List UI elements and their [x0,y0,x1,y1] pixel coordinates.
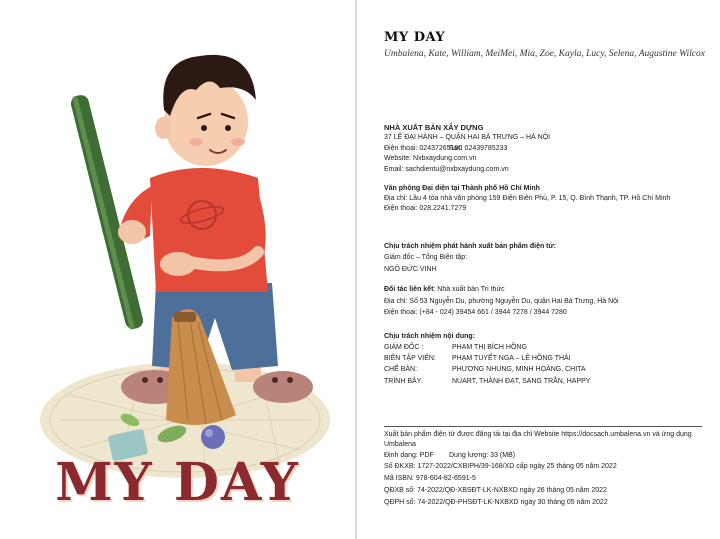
partner-phone: Điện thoại: (+84 - 024) 39454 661 / 3944 7278 / 3944 7280 [384,309,567,316]
hcm-office-address: Địa chỉ: Lầu 4 tòa nhà văn phòng 159 Điện Biên Phủ, P. 15, Q. Bình Thạnh, TP. Hồ Chí Minh [384,195,671,202]
content-name: PHẠM TUYẾT NGA – LÊ HỒNG THÁI [452,355,571,362]
content-role: GIÁM ĐỐC : [384,344,424,351]
footer-app-name: Umbalena [384,441,416,448]
content-name: NUART, THÀNH ĐẠT, SANG TRẦN, HAPPY [452,378,591,385]
footer-qdxb: QĐXB số: 74-2022/QĐ-XBSĐT-LK-NXBXD ngày 26 tháng 05 năm 2022 [384,487,607,494]
book-title: MY DAY [384,30,446,45]
right-slipper [253,371,313,403]
publisher-name: NHÀ XUẤT BẢN XÂY DỰNG [384,123,484,132]
content-name: PHẠM THỊ BÍCH HỒNG [452,344,527,351]
partner-label: Đối tác liên kết [384,286,434,293]
publisher-phone: Điện thoại: 02437265180 [384,145,463,152]
content-heading: Chịu trách nhiệm nội dung: [384,333,475,340]
cover-page [0,0,355,539]
hcm-office-phone: Điện thoại: 028.2241.7279 [384,205,467,212]
content-name: PHƯƠNG NHUNG, MINH HOÀNG, CHITA [452,366,586,373]
purple-ball [201,425,225,449]
copyright-page [357,0,720,539]
publisher-website: Website: Nxbxaydung.com.vn [384,155,477,162]
director-name: NGÔ ĐỨC VINH [384,266,437,273]
authors: Umbalena, Kate, William, MeiMei, Mia, Zoe, Kayla, Lucy, Selena, Augustine Wilcox [384,49,705,59]
partner-line [384,286,505,293]
partner-value: : Nhà xuất bản Tri thức [433,286,505,293]
content-role: BIÊN TẬP VIÊN: [384,355,436,362]
footer-isbn: Mã ISBN: 978-604-82-6591-5 [384,475,476,482]
publisher-address: 37 LÊ ĐẠI HÀNH – QUẬN HAI BÀ TRƯNG – HÀ NỘI [384,134,551,141]
footer-size: Dung lượng: 33 (MB) [449,452,516,459]
footer-qdph: QĐPH số: 74-2022/QĐ-PHSĐT-LK-NXBXD ngày 30 tháng 05 năm 2022 [384,499,608,506]
cover-title: MY DAY [55,452,300,513]
publisher-email: Email: sachdientu@nxbxaydung.com.vn [384,166,509,173]
content-role: CHẾ BẢN: [384,366,418,373]
responsible-publication-heading: Chịu trách nhiệm phát hành xuất bản phẩm điện tử: [384,243,556,250]
footer-divider [384,426,702,427]
director-role: Giám đốc – Tổng Biên tập: [384,254,468,261]
content-role: TRÌNH BÀY: [384,378,423,385]
footer-dkxb: Số ĐKXB: 1727-2022/CXBIPH/39-168/XD cấp ngày 25 tháng 05 năm 2022 [384,463,617,470]
footer-website-line: Xuất bản phẩm điện tử được đăng tải tại địa chỉ Website https://docsach.umbalena.vn và ứng dụng [384,431,692,438]
footer-format: Định dạng: PDF [384,452,434,459]
publisher-fax: Fax: 02439785233 [449,145,508,152]
hand [118,220,146,244]
partner-address: Địa chỉ: Số 53 Nguyễn Du, phường Nguyễn Du, quận Hai Bà Trưng, Hà Nội [384,298,619,305]
hcm-office-heading: Văn phòng Đại diện tại Thành phố Hồ Chí Minh [384,185,540,192]
